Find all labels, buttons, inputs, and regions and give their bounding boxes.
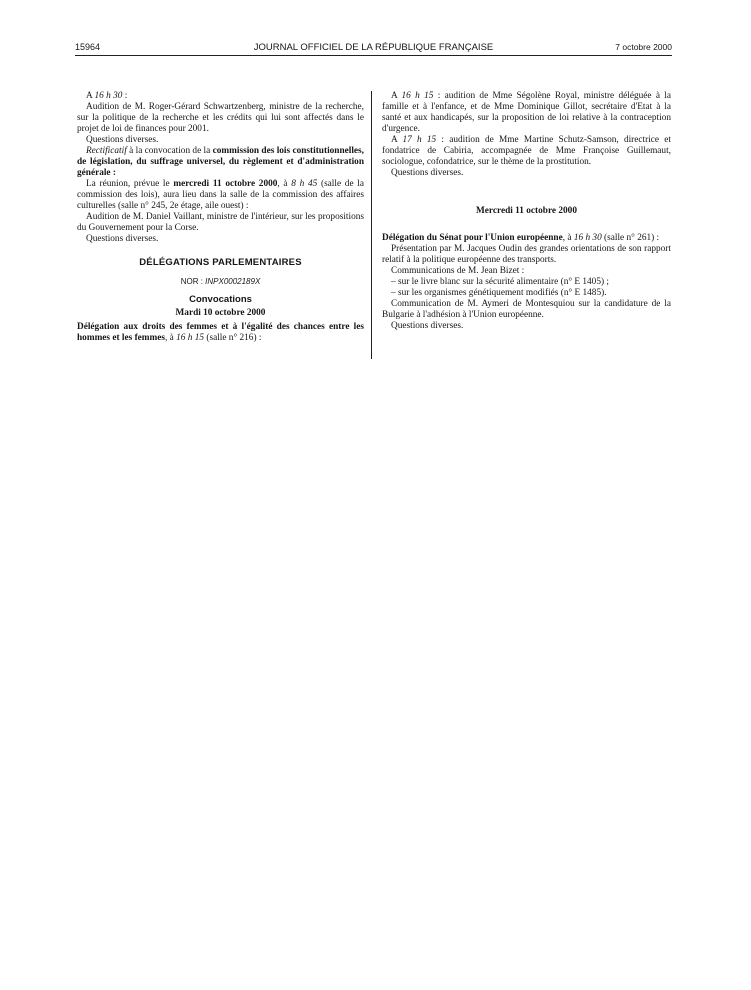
day-heading-mercredi: Mercredi 11 octobre 2000 <box>476 206 577 216</box>
column-divider <box>371 91 372 359</box>
day-heading-mardi: Mardi 10 octobre 2000 <box>175 308 266 318</box>
nor-reference: NOR : INPX0002189X <box>180 277 261 286</box>
questions-diverses: Questions diverses. <box>86 135 159 145</box>
right-column <box>382 91 671 332</box>
publication-date: 7 octobre 2000 <box>615 42 672 52</box>
section-title: DÉLÉGATIONS PARLEMENTAIRES <box>139 257 302 268</box>
questions-diverses: Questions diverses. <box>391 321 464 331</box>
left-column <box>77 91 364 344</box>
audition-royal: A 16 h 15 : audition de Mme Ségolène Royal, ministre déléguée à la famille et à l'enfance, et de Mme Dominique Gillot, secrétaire d'Etat à la santé et aux handicapés, sur la proposition de loi relative à la contraception d'urgence. <box>382 91 672 134</box>
delegation-femmes: Délégation aux droits des femmes et à l'égalité des chances entre les hommes et les femmes, à 16 h 15 (salle n° 216) : <box>77 322 364 343</box>
reunion-paragraph: La réunion, prévue le mercredi 11 octobre 2000, à 8 h 45 (salle de la commission des lois), aura lieu dans la salle de la commission des affaires culturelles (salle n° 245, 2e étage, aile ouest) : <box>77 179 364 211</box>
questions-diverses: Questions diverses. <box>391 168 464 178</box>
communication-montesquiou: Communication de M. Aymeri de Montesquiou sur la candidature de la Bulgarie à l'adhésion à l'Union européenne. <box>382 299 671 320</box>
convocations-heading: Convocations <box>189 294 252 305</box>
page-header <box>75 42 672 56</box>
delegation-senat: Délégation du Sénat pour l'Union européenne, à 16 h 30 (salle n° 261) : <box>382 233 660 243</box>
list-item: – sur les organismes génétiquement modifiés (n° E 1485). <box>391 288 607 298</box>
list-item: – sur le livre blanc sur la sécurité alimentaire (n° E 1405) ; <box>391 277 609 287</box>
audition-vaillant: Audition de M. Daniel Vaillant, ministre de l'intérieur, sur les propositions du Gouvernement pour la Corse. <box>77 212 364 233</box>
header-rule <box>75 55 672 56</box>
communications-bizet: Communications de M. Jean Bizet : <box>391 266 525 276</box>
rectificatif: Rectificatif à la convocation de la commission des lois constitutionnelles, de législation, du suffrage universel, du règlement et d'administration générale : <box>77 146 365 178</box>
page-number: 15964 <box>75 42 101 52</box>
audition-schutz-samson: A 17 h 15 : audition de Mme Martine Schutz-Samson, directrice et fondatrice de Cabiria, accompagnée de Mme Françoise Guillemaut, sociologue, cofondatrice, sur le thème de la prostitution. <box>382 135 671 167</box>
journal-title: JOURNAL OFFICIEL DE LA RÉPUBLIQUE FRANÇAISE <box>253 42 494 53</box>
audition-schwartzenberg: Audition de M. Roger-Gérard Schwartzenberg, ministre de la recherche, sur la politique de la recherche et les crédits qui lui sont affectés dans le projet de loi de finances pour 2001. <box>77 102 364 134</box>
questions-diverses: Questions diverses. <box>86 234 159 244</box>
time-heading: A 16 h 30 : <box>86 91 128 101</box>
presentation-oudin: Présentation par M. Jacques Oudin des grandes orientations de son rapport relatif à la politique européenne des transports. <box>382 244 671 265</box>
